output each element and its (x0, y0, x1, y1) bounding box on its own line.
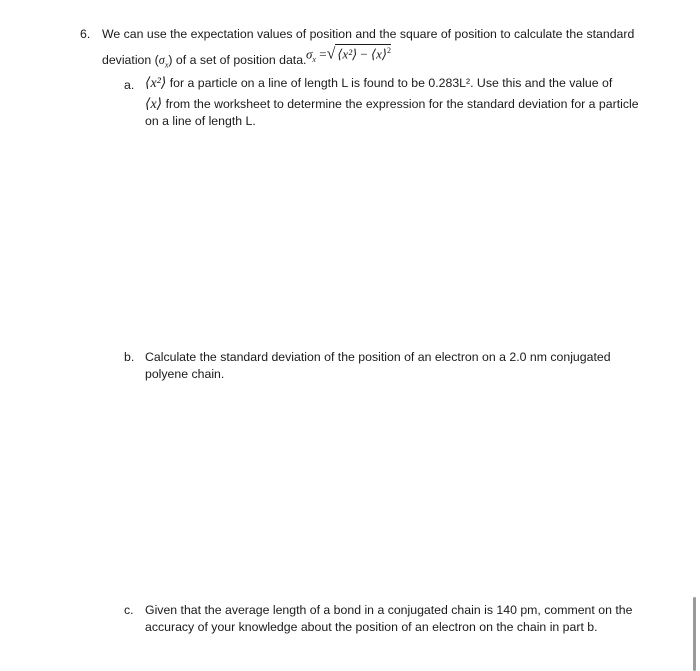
formula-exponent: 2 (386, 46, 391, 55)
part-a-line1 (145, 75, 612, 92)
part-a-expr-x2: ⟨x²⟩ (145, 76, 167, 91)
part-b-line2: polyene chain. (145, 367, 225, 381)
formula-sigma: σ (306, 46, 313, 62)
formula-term2: ⟨x⟩ (371, 46, 387, 62)
formula-sigma-sub: x (312, 54, 316, 64)
part-a-line1-text: for a particle on a line of length L is found to be 0.283L². Use this and the value of (169, 76, 613, 90)
formula-term1: ⟨x²⟩ (337, 46, 358, 62)
part-a-line3: on a line of length L. (145, 114, 256, 128)
intro-suffix: ) of a set of position data. (168, 53, 307, 67)
sigma-symbol: σ (158, 53, 165, 67)
part-b-label: b. (124, 350, 135, 364)
formula-equals: = (319, 46, 327, 62)
part-a-expr-x: ⟨x⟩ (145, 97, 163, 112)
intro-prefix: deviation ( (102, 53, 159, 67)
question-number: 6. (80, 27, 91, 41)
formula-radicand (335, 44, 391, 62)
part-a-label: a. (124, 78, 135, 92)
part-a-line2 (145, 96, 639, 113)
formula-sqrt-sign: √ (326, 45, 336, 63)
question-intro-line2 (102, 53, 306, 69)
sigma-subscript: x (164, 60, 169, 70)
part-c-label: c. (124, 603, 134, 617)
part-b-line1: Calculate the standard deviation of the position of an electron on a 2.0 nm conjugated (145, 350, 611, 364)
part-a-line2-text: from the worksheet to determine the expression for the standard deviation for a particle (165, 97, 639, 111)
part-c-line1: Given that the average length of a bond in a conjugated chain is 140 pm, comment on the (145, 603, 633, 617)
formula-minus: − (360, 46, 368, 62)
std-dev-formula (306, 44, 391, 64)
question-intro-line1: We can use the expectation values of position and the square of position to calculate the standard (102, 27, 635, 41)
part-c-line2: accuracy of your knowledge about the position of an electron on the chain in part b. (145, 620, 598, 634)
vertical-scrollbar[interactable] (693, 597, 696, 671)
